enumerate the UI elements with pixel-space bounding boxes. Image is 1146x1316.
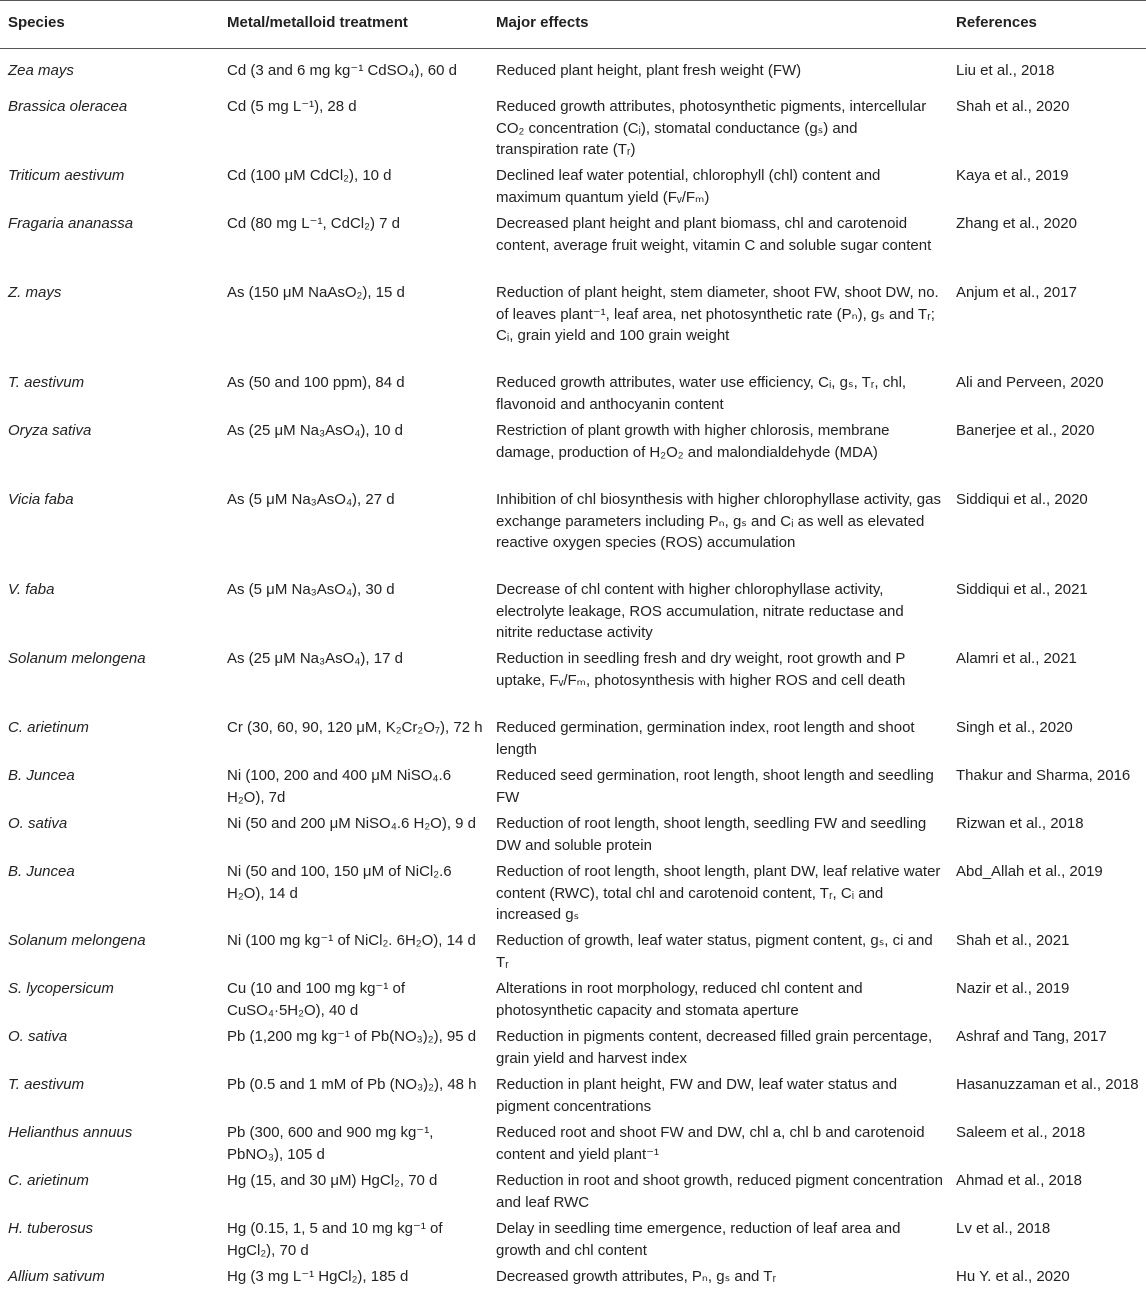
species-cell: T. aestivum (8, 374, 85, 391)
species-cell: Oryza sativa (8, 422, 92, 439)
reference-cell: Lv et al., 2018 (956, 1220, 1051, 1237)
reference-cell: Kaya et al., 2019 (956, 167, 1069, 184)
table-row (0, 48, 1146, 96)
table-row (0, 1026, 1146, 1074)
effects-cell: Reduced seed germination, root length, shoot length and seedling FW (496, 767, 934, 806)
species-cell: Solanum melongena (8, 932, 146, 949)
table-row (0, 213, 1146, 282)
effects-cell: Reduction of root length, shoot length, plant DW, leaf relative water content (RWC), total chl and carotenoid content, Tᵣ, Cᵢ and increased gₛ (496, 863, 941, 923)
treatment-cell: Ni (50 and 100, 150 μM of NiCl₂.6 H₂O), 14 d (227, 863, 452, 902)
treatment-cell: As (150 μM NaAsO₂), 15 d (227, 284, 405, 301)
treatment-cell: Hg (15, and 30 μM) HgCl₂, 70 d (227, 1172, 438, 1189)
effects-cell: Decreased growth attributes, Pₙ, gₛ and Tᵣ (496, 1268, 777, 1285)
table-row (0, 1074, 1146, 1122)
species-cell: O. sativa (8, 815, 68, 832)
reference-cell: Liu et al., 2018 (956, 61, 1055, 79)
header-effects: Major effects (490, 1, 950, 49)
species-cell: Solanum melongena (8, 650, 146, 667)
table-row (0, 1218, 1146, 1266)
reference-cell: Hu Y. et al., 2020 (956, 1268, 1070, 1285)
species-cell: Vicia faba (8, 491, 74, 508)
treatment-cell: As (25 μM Na₃AsO₄), 10 d (227, 422, 403, 439)
treatment-cell: Ni (100, 200 and 400 μM NiSO₄.6 H₂O), 7d (227, 767, 452, 806)
species-cell: C. arietinum (8, 719, 89, 736)
reference-cell: Singh et al., 2020 (956, 719, 1073, 736)
reference-cell: Zhang et al., 2020 (956, 215, 1077, 232)
table-row (0, 420, 1146, 489)
treatment-cell: Cd (100 μM CdCl₂), 10 d (227, 167, 392, 184)
effects-cell: Decrease of chl content with higher chlorophyllase activity, electrolyte leakage, ROS accumulation, nitrate reductase and nitrite reductase activity (496, 581, 904, 641)
effects-cell: Declined leaf water potential, chlorophyll (chl) content and maximum quantum yield (Fᵥ/Fₘ) (496, 167, 881, 206)
effects-cell: Reduction of root length, shoot length, seedling FW and seedling DW and soluble protein (496, 815, 927, 854)
reference-cell: Thakur and Sharma, 2016 (956, 767, 1131, 784)
species-cell: V. faba (8, 581, 55, 598)
treatment-cell: Hg (3 mg L⁻¹ HgCl₂), 185 d (227, 1268, 409, 1285)
treatment-cell: Hg (0.15, 1, 5 and 10 mg kg⁻¹ of HgCl₂), 70 d (227, 1220, 443, 1259)
effects-cell: Reduced germination, germination index, root length and shoot length (496, 719, 915, 758)
species-cell: Brassica oleracea (8, 98, 128, 115)
treatment-cell: As (50 and 100 ppm), 84 d (227, 374, 405, 391)
species-cell: Allium sativum (8, 1268, 105, 1285)
reference-cell: Siddiqui et al., 2021 (956, 581, 1088, 598)
reference-cell: Ahmad et al., 2018 (956, 1172, 1082, 1189)
species-cell: Z. mays (8, 284, 62, 301)
reference-cell: Banerjee et al., 2020 (956, 422, 1095, 439)
effects-cell: Restriction of plant growth with higher chlorosis, membrane damage, production of H₂O₂ and malondialdehyde (MDA) (496, 422, 890, 461)
effects-cell: Reduction in seedling fresh and dry weight, root growth and P uptake, Fᵥ/Fₘ, photosynthesis with higher ROS and cell death (496, 650, 906, 689)
treatment-cell: Cu (10 and 100 mg kg⁻¹ of CuSO₄·5H₂O), 40 d (227, 980, 406, 1019)
reference-cell: Ali and Perveen, 2020 (956, 374, 1104, 391)
treatment-cell: Cr (30, 60, 90, 120 μM, K₂Cr₂O₇), 72 h (227, 719, 483, 736)
effects-cell: Reduction in pigments content, decreased filled grain percentage, grain yield and harvest index (496, 1028, 933, 1067)
header-row (0, 1, 1146, 49)
reference-cell: Shah et al., 2021 (956, 932, 1070, 949)
species-cell: Fragaria ananassa (8, 215, 134, 232)
treatment-cell: Cd (5 mg L⁻¹), 28 d (227, 98, 357, 115)
table-row (0, 813, 1146, 861)
reference-cell: Abd_Allah et al., 2019 (956, 863, 1103, 880)
treatment-cell: Pb (0.5 and 1 mM of Pb (NO₃)₂), 48 h (227, 1076, 477, 1093)
treatment-cell: As (25 μM Na₃AsO₄), 17 d (227, 650, 403, 667)
table-row (0, 1122, 1146, 1170)
table-row (0, 96, 1146, 165)
table-row (0, 765, 1146, 813)
species-cell: C. arietinum (8, 1172, 89, 1189)
treatment-cell: Pb (300, 600 and 900 mg kg⁻¹, PbNO₃), 105 d (227, 1124, 434, 1163)
treatment-cell: Ni (50 and 200 μM NiSO₄.6 H₂O), 9 d (227, 815, 477, 832)
header-references: References (950, 1, 1146, 49)
species-cell: Zea mays (8, 61, 74, 79)
table-row (0, 930, 1146, 978)
reference-cell: Anjum et al., 2017 (956, 284, 1077, 301)
table-row (0, 978, 1146, 1026)
reference-cell: Siddiqui et al., 2020 (956, 491, 1088, 508)
effects-cell: Reduction in root and shoot growth, reduced pigment concentration and leaf RWC (496, 1172, 943, 1211)
effects-cell: Reduced growth attributes, photosynthetic pigments, intercellular CO₂ concentration (Cᵢ), stomatal conductance (gₛ) and transpiration rate (Tᵣ) (496, 98, 927, 158)
reference-cell: Shah et al., 2020 (956, 98, 1070, 115)
reference-cell: Saleem et al., 2018 (956, 1124, 1086, 1141)
effects-cell: Delay in seedling time emergence, reduction of leaf area and growth and chl content (496, 1220, 901, 1259)
header-treatment: Metal/metalloid treatment (221, 1, 490, 49)
effects-cell: Reduction in plant height, FW and DW, leaf water status and pigment concentrations (496, 1076, 898, 1115)
table-row (0, 1266, 1146, 1290)
reference-cell: Nazir et al., 2019 (956, 980, 1070, 997)
treatment-cell: Pb (1,200 mg kg⁻¹ of Pb(NO₃)₂), 95 d (227, 1028, 477, 1045)
reference-cell: Alamri et al., 2021 (956, 650, 1077, 667)
species-cell: S. lycopersicum (8, 980, 114, 997)
species-cell: T. aestivum (8, 1076, 85, 1093)
header-species: Species (0, 1, 221, 49)
table-row (0, 648, 1146, 717)
species-cell: B. Juncea (8, 767, 75, 784)
effects-cell: Alterations in root morphology, reduced chl content and photosynthetic capacity and stomata aperture (496, 980, 863, 1019)
treatment-cell: Cd (3 and 6 mg kg⁻¹ CdSO₄), 60 d (227, 61, 457, 79)
treatment-cell: As (5 μM Na₃AsO₄), 30 d (227, 581, 395, 598)
table-row (0, 489, 1146, 579)
species-cell: B. Juncea (8, 863, 75, 880)
effects-cell: Decreased plant height and plant biomass, chl and carotenoid content, average fruit weight, vitamin C and soluble sugar content (496, 215, 932, 254)
effects-cell: Reduction of growth, leaf water status, pigment content, gₛ, ci and Tᵣ (496, 932, 933, 971)
table-row (0, 1170, 1146, 1218)
effects-cell: Inhibition of chl biosynthesis with higher chlorophyllase activity, gas exchange parameters including Pₙ, gₛ and Cᵢ as well as elevated reactive oxygen species (ROS) accumulation (496, 491, 941, 551)
treatment-cell: As (5 μM Na₃AsO₄), 27 d (227, 491, 395, 508)
reference-cell: Ashraf and Tang, 2017 (956, 1028, 1107, 1045)
treatment-cell: Ni (100 mg kg⁻¹ of NiCl₂. 6H₂O), 14 d (227, 932, 476, 949)
reference-cell: Rizwan et al., 2018 (956, 815, 1084, 832)
table-row (0, 579, 1146, 648)
effects-cell: Reduced root and shoot FW and DW, chl a, chl b and carotenoid content and yield plant⁻¹ (496, 1124, 925, 1163)
effects-cell: Reduced growth attributes, water use efficiency, Cᵢ, gₛ, Tᵣ, chl, flavonoid and anthocyanin content (496, 374, 907, 413)
treatment-cell: Cd (80 mg L⁻¹, CdCl₂) 7 d (227, 215, 400, 232)
effects-cell: Reduction of plant height, stem diameter, shoot FW, shoot DW, no. of leaves plant⁻¹, leaf area, net photosynthetic rate (Pₙ), gₛ and Tᵣ; Cᵢ, grain yield and 100 grain weight (496, 284, 939, 344)
effects-cell: Reduced plant height, plant fresh weight (FW) (496, 61, 802, 79)
species-cell: O. sativa (8, 1028, 68, 1045)
species-cell: H. tuberosus (8, 1220, 94, 1237)
table-row (0, 372, 1146, 420)
table-row (0, 717, 1146, 765)
table-row (0, 165, 1146, 213)
species-cell: Helianthus annuus (8, 1124, 133, 1141)
table-row (0, 282, 1146, 372)
table-row (0, 861, 1146, 930)
species-cell: Triticum aestivum (8, 167, 125, 184)
reference-cell: Hasanuzzaman et al., 2018 (956, 1076, 1139, 1093)
